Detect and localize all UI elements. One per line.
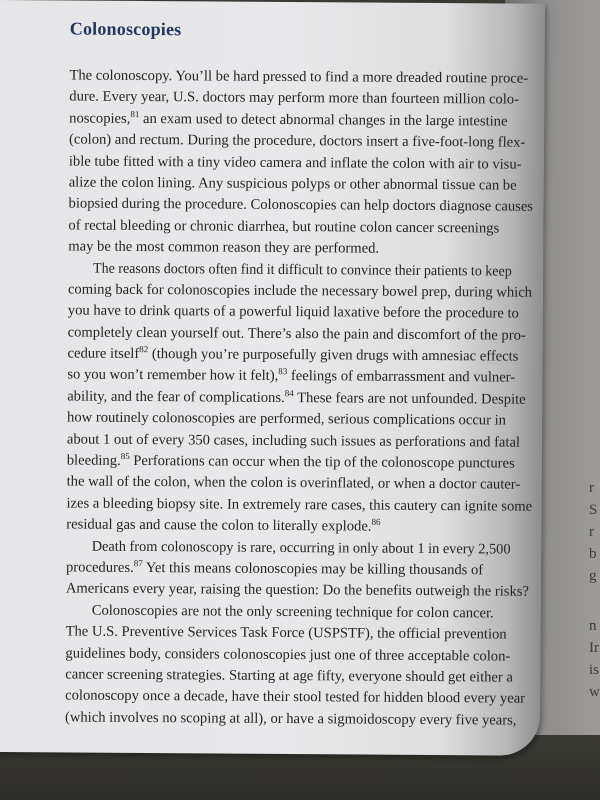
facing-page-fragment: r	[589, 480, 594, 496]
line-text: The colonoscopy. You’ll be hard pressed to find a more dreaded routine proce-	[69, 67, 529, 87]
facing-page-fragment: b	[589, 546, 597, 562]
line-text: bleeding.	[66, 452, 121, 469]
footnote-ref: 86	[371, 516, 381, 528]
text-line	[67, 408, 537, 433]
line-text: (which involves no scoping at all), or have a sigmoidoscopy every five years,	[64, 709, 517, 729]
line-text: izes a bleeding biopsy site. In extremely rare cases, this cautery can ignite some	[66, 495, 533, 515]
text-line	[67, 365, 537, 390]
line-text: The U.S. Preventive Services Task Force (USPSTF), the official prevention	[65, 623, 507, 643]
line-text: cedure itself	[67, 345, 140, 363]
line-text: Americans every year, raising the question: Do the benefits outweigh the risks?	[65, 580, 529, 601]
text-line	[66, 622, 536, 647]
line-text: about 1 out of every 350 cases, including such issues as perforations and fatal	[66, 431, 521, 451]
footnote-ref: 83	[278, 366, 288, 377]
text-line	[68, 301, 538, 326]
line-text: noscopies,	[69, 110, 131, 127]
line-text: Death from colonoscopy is rare, occurring in only about 1 in every 2,500	[91, 538, 511, 558]
line-text-continued: Yet this means colonoscopies may be killing thousands of	[142, 559, 484, 579]
facing-page-fragment: Ir	[589, 640, 599, 656]
line-text-continued: These fears are not unfounded. Despite	[293, 389, 526, 408]
line-text: you have to drink quarts of a powerful liquid laxative before the procedure to	[67, 302, 519, 322]
line-text: of rectal bleeding or chronic diarrhea, but routine colon cancer screenings	[68, 217, 500, 237]
line-text: alize the colon lining. Any suspicious polyps or other abnormal tissue can be	[68, 174, 517, 194]
line-text: ability, and the fear of complications.	[67, 388, 285, 406]
line-text-continued: Perforations can occur when the tip of the colonoscope punctures	[129, 452, 515, 472]
footnote-ref: 81	[130, 108, 140, 119]
footnote-ref: 82	[139, 344, 149, 355]
facing-page-text	[589, 480, 600, 706]
line-text: may be the most common reason they are performed.	[68, 238, 380, 257]
line-text-continued: an exam used to detect abnormal changes in the large intestine	[139, 110, 508, 130]
text-line	[68, 258, 519, 283]
line-text: ible tube fitted with a tiny video camera and inflate the colon with air to visu-	[68, 153, 522, 173]
facing-page-fragment: g	[589, 568, 597, 584]
page-content	[65, 18, 540, 731]
text-line	[69, 87, 539, 112]
line-text: so you won’t remember how it felt),	[67, 366, 279, 385]
footnote-ref: 85	[120, 451, 130, 462]
facing-page-fragment: is	[589, 662, 600, 678]
body-text	[65, 65, 540, 731]
line-text: residual gas and cause the colon to literally explode.	[66, 516, 372, 535]
text-line	[67, 472, 537, 497]
line-text: biopsied during the procedure. Colonoscopies can help doctors diagnose causes	[68, 195, 534, 216]
text-line	[66, 536, 528, 561]
text-line	[65, 686, 535, 711]
line-text: coming back for colonoscopies include the necessary bowel prep, during which	[67, 281, 533, 301]
section-heading: Colonoscopies	[69, 18, 182, 40]
line-text: how routinely colonoscopies are performed, serious complications occur in	[67, 409, 507, 429]
line-text: (colon) and rectum. During the procedure, doctors insert a five-foot-long flex-	[68, 131, 526, 151]
line-text: procedures.	[65, 559, 134, 576]
text-line	[69, 130, 539, 155]
facing-page-fragment: r	[589, 524, 594, 540]
footnote-ref: 84	[284, 387, 294, 399]
line-text: guidelines body, considers colonoscopies just one of three acceptable colon-	[65, 645, 511, 665]
line-text: The reasons doctors often find it difficult to convince their patients to keep	[93, 260, 512, 280]
line-text: cancer screening strategies. Starting at age fifty, everyone should get either a	[65, 666, 513, 686]
line-text: the wall of the colon, when the colon is overinflated, or when a doctor cauter-	[66, 473, 521, 494]
text-line	[66, 579, 536, 604]
line-text: colonoscopy once a decade, have their stool tested for hidden blood every year	[65, 687, 526, 708]
line-text-continued: feelings of embarrassment and vulner-	[287, 368, 516, 387]
footnote-ref: 87	[133, 558, 143, 569]
facing-page-fragment: w	[589, 684, 600, 700]
line-text: completely clean yourself out. There’s also the pain and discomfort of the pro-	[67, 324, 526, 344]
text-line	[68, 194, 538, 219]
facing-page-fragment: S	[589, 502, 598, 518]
line-text-continued: (though you’re purposefully given drugs with amnesiac effects	[148, 346, 519, 365]
line-text: dure. Every year, U.S. doctors may perform more than fourteen million colo-	[69, 88, 520, 109]
text-line	[65, 707, 535, 732]
line-text: Colonoscopies are not the only screening technique for colon cancer.	[91, 602, 494, 622]
facing-page-fragment: n	[589, 618, 597, 634]
